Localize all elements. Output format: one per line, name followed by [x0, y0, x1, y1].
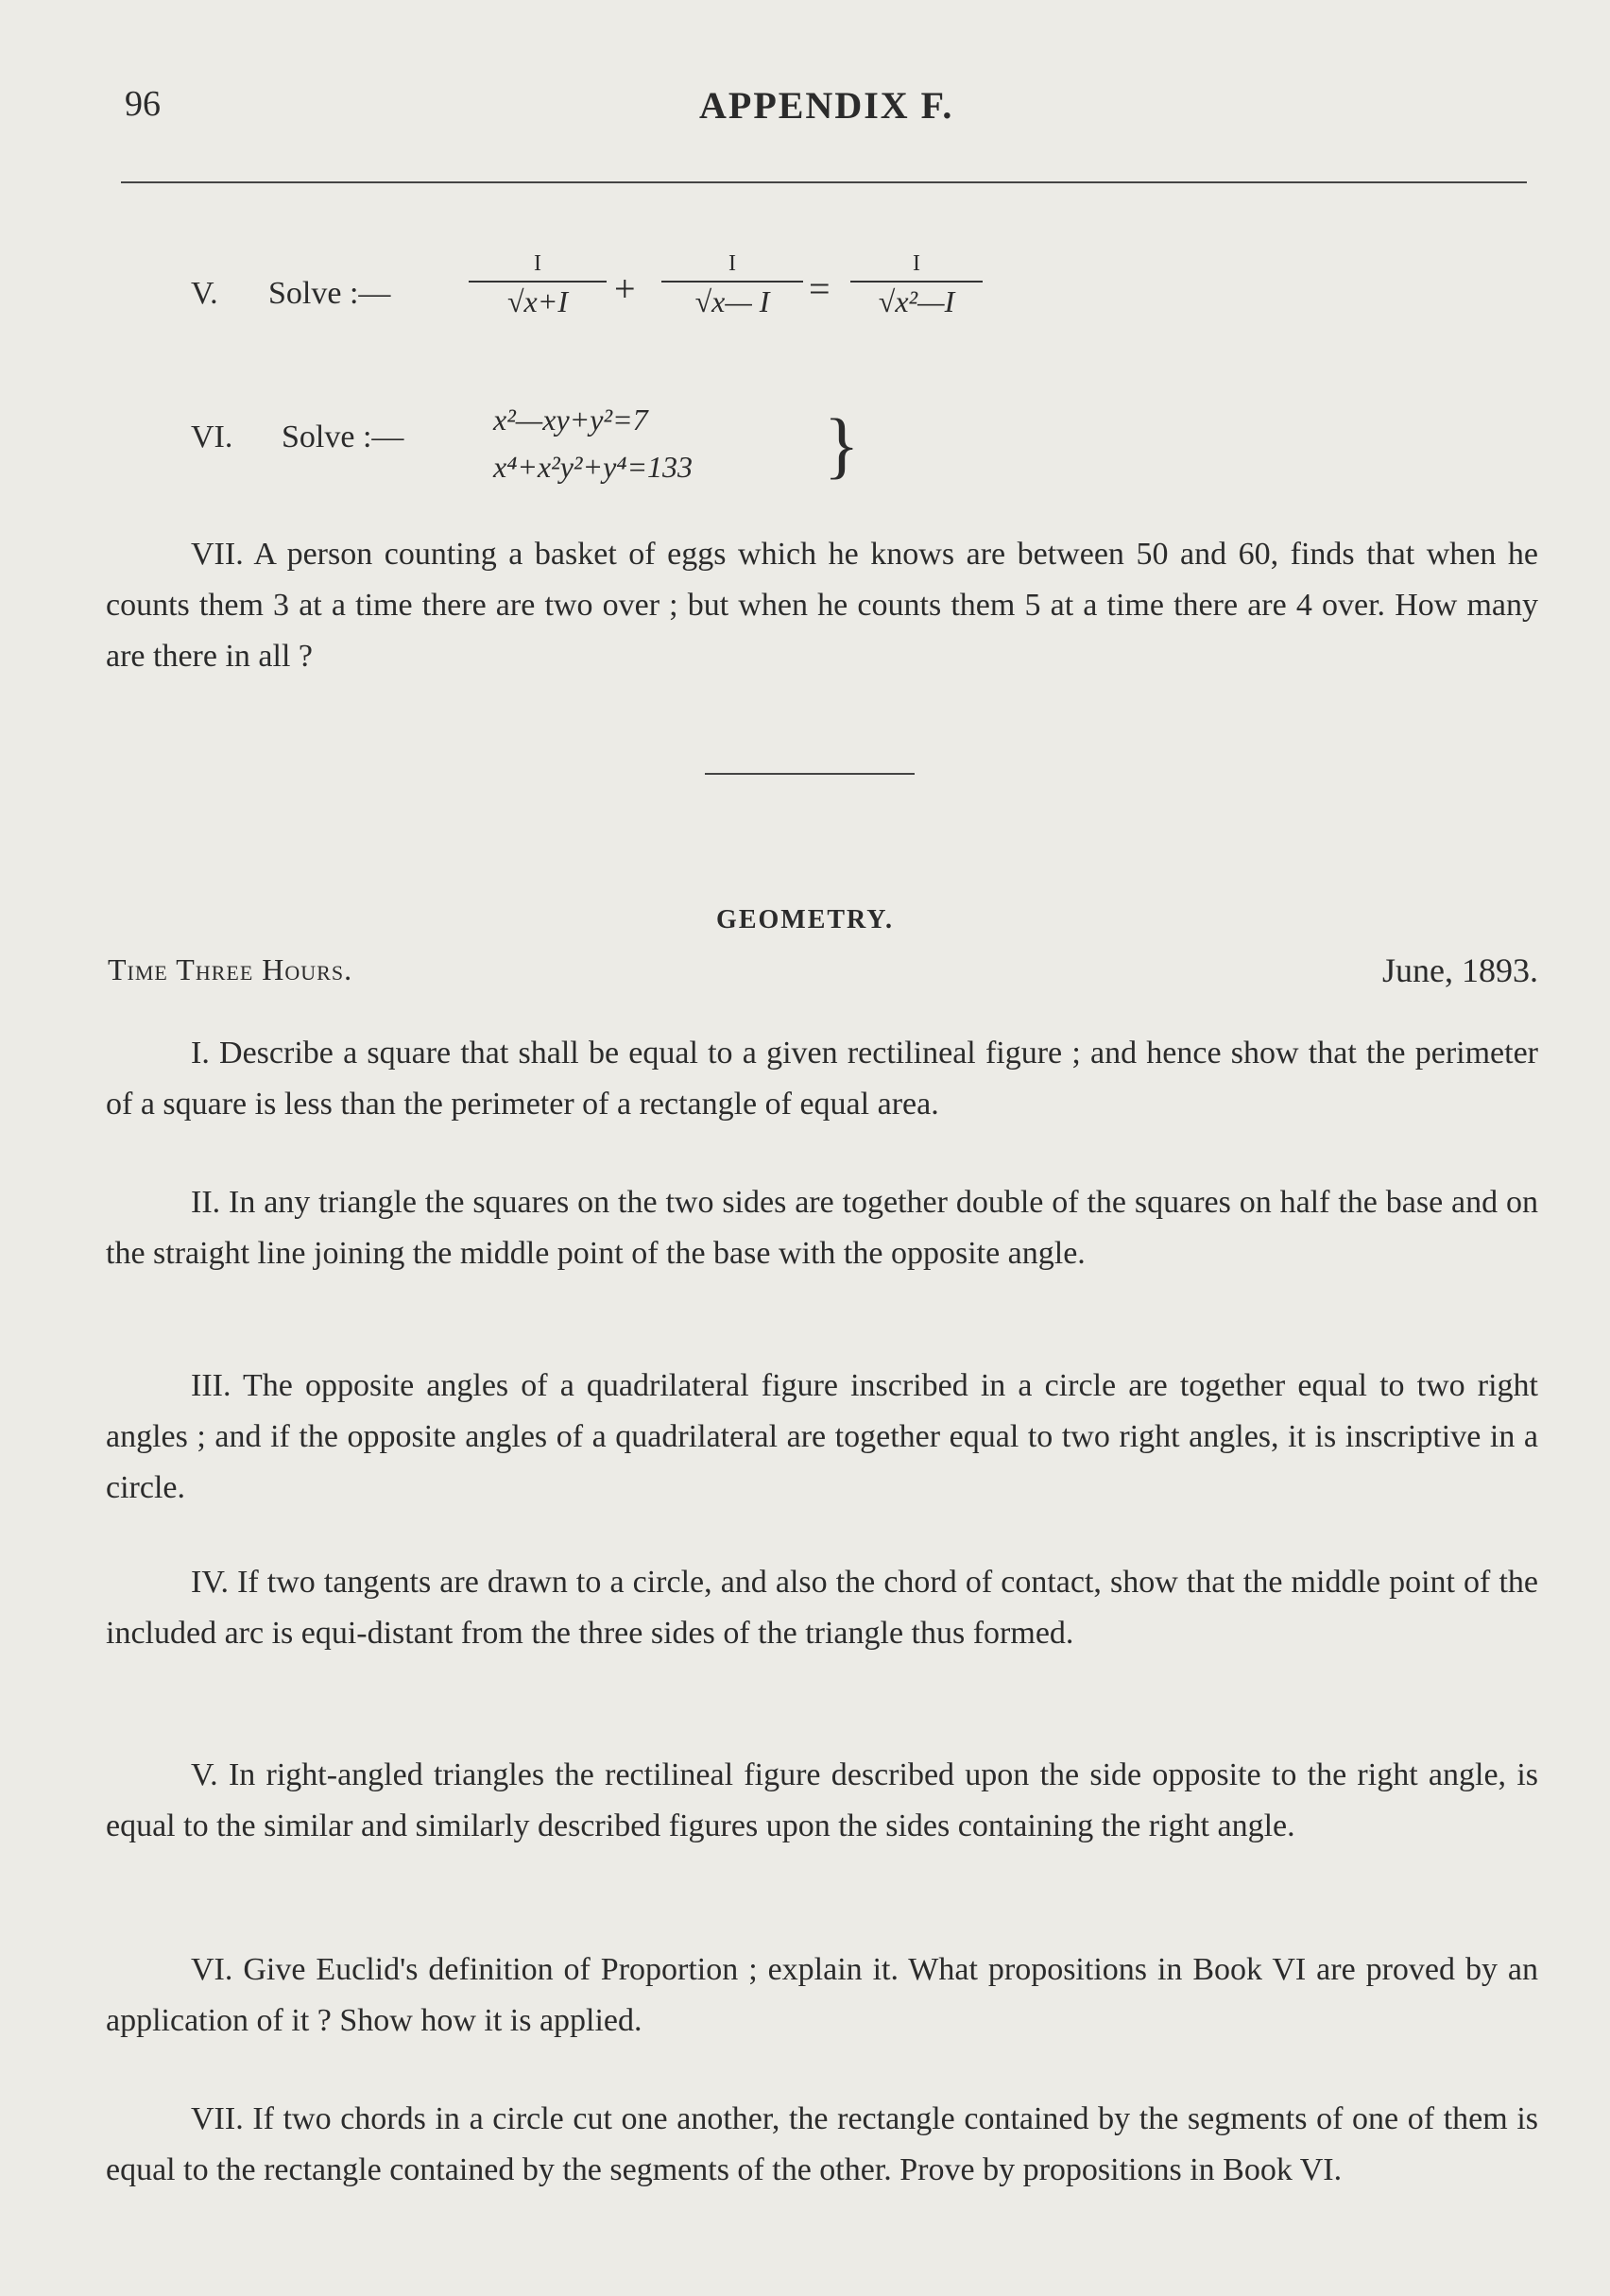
numerator: I: [661, 251, 803, 283]
geometry-question-2: II. In any triangle the squares on the two sides are together double of the squares on half the base and on the straight line joining the middle point of the base with the opposite angle.: [106, 1185, 1538, 1271]
fraction-term-2: [661, 251, 803, 319]
algebra-question-7: VII. A person counting a basket of eggs which he knows are between 50 and 60, finds that when he counts them 3 at a time there are two over ; but when he counts them 5 at a time there are 4 over. How many are there in all ?: [106, 537, 1538, 674]
section-title: GEOMETRY.: [716, 905, 894, 934]
numerator: I: [469, 251, 607, 283]
fraction-term-1: [469, 251, 607, 319]
section-divider: [705, 773, 915, 775]
numerator: I: [850, 251, 983, 283]
denominator: √x— I: [694, 284, 770, 318]
system-brace: }: [824, 403, 860, 486]
time-allowed: Time Three Hours.: [108, 952, 353, 986]
running-head: APPENDIX F.: [699, 84, 954, 127]
question-label: V.: [191, 276, 218, 311]
question-prompt: Solve :—: [282, 420, 404, 454]
geometry-question-3: III. The opposite angles of a quadrilateral figure inscribed in a circle are together equal to two right angles ; and if the opposite angles of a quadrilateral are together equal to two right angles, it is inscriptive in a circle.: [106, 1368, 1538, 1505]
page-number: 96: [125, 84, 161, 124]
denominator: √x+I: [506, 284, 568, 318]
question-label: VI.: [191, 420, 233, 454]
fraction-term-3: [850, 251, 983, 319]
geometry-question-5: V. In right-angled triangles the rectilineal figure described upon the side opposite to the right angle, is equal to the similar and similarly described figures upon the sides containing the right angle.: [106, 1757, 1538, 1843]
question-prompt: Solve :—: [268, 276, 391, 311]
equals-sign: =: [809, 267, 831, 310]
denominator: √x²—I: [878, 284, 955, 318]
geometry-question-4: IV. If two tangents are drawn to a circle, and also the chord of contact, show that the middle point of the included arc is equi-distant from the three sides of the triangle thus formed.: [106, 1565, 1538, 1651]
geometry-question-1: I. Describe a square that shall be equal to a given rectilineal figure ; and hence show that the perimeter of a square is less than the perimeter of a rectangle of equal area.: [106, 1036, 1538, 1122]
geometry-question-7: VII. If two chords in a circle cut one another, the rectangle contained by the segments of one of them is equal to the rectangle contained by the segments of the other. Prove by propositions in Book VI.: [106, 2101, 1538, 2187]
equation-2: x⁴+x²y²+y⁴=133: [493, 450, 694, 484]
geometry-question-6: VI. Give Euclid's definition of Proportion ; explain it. What propositions in Book VI are proved by an application of it ? Show how it is applied.: [106, 1952, 1538, 2038]
header-rule: [121, 181, 1527, 183]
exam-date: June, 1893.: [1382, 951, 1538, 989]
plus-sign: +: [614, 267, 636, 310]
equation-1: x²—xy+y²=7: [493, 403, 648, 437]
